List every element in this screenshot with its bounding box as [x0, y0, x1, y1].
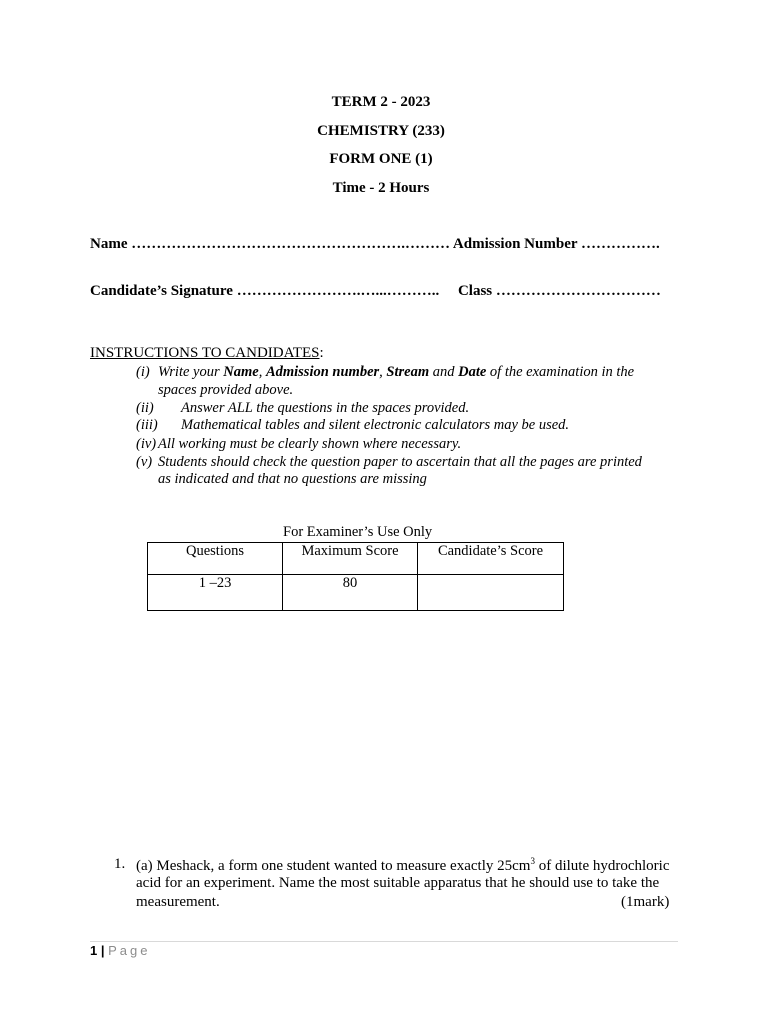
question-text-line-1: (a) Meshack, a form one student wanted to measure exactly $25cm^3$ of dilute hydrochloric: [136, 856, 670, 874]
question-text-line-2: acid for an experiment. Name the most suitable apparatus that he should use to take the: [136, 875, 660, 891]
exam-form: FORM ONE (1): [329, 151, 433, 167]
instruction-text-continued: spaces provided above.: [158, 382, 294, 398]
exam-subject: CHEMISTRY (233): [317, 123, 445, 139]
instruction-number: (iv): [136, 436, 157, 452]
instructions-title: INSTRUCTIONS TO CANDIDATES: [90, 345, 320, 361]
instruction-text: Mathematical tables and silent electronic calculators may be used.: [181, 417, 570, 433]
instruction-number: (ii): [136, 400, 154, 416]
header-maximum-score: Maximum Score: [283, 543, 418, 575]
footer-divider: [90, 941, 678, 942]
instruction-text: Answer ALL the questions in the spaces provided.: [181, 400, 470, 416]
question-number: 1.: [114, 856, 126, 872]
examiner-table-caption: For Examiner’s Use Only: [283, 524, 433, 540]
instruction-number: (v): [136, 454, 153, 470]
examiner-score-table: [147, 542, 564, 611]
footer-separator: |: [97, 943, 109, 958]
instructions-heading: [90, 345, 324, 362]
instruction-number: (i): [136, 364, 150, 380]
page-number: 1: [90, 943, 98, 958]
cell-candidate-score: [418, 575, 564, 611]
page-footer: [90, 943, 150, 958]
page-label: Page: [108, 943, 151, 958]
instruction-text: Students should check the question paper to ascertain that all the pages are printed: [158, 454, 642, 470]
instruction-text-continued: as indicated and that no questions are missing: [158, 471, 427, 487]
instructions-colon: :: [319, 345, 324, 361]
name-admission-line: Name ……………………………………………….……… Admission Number …………….: [90, 236, 660, 252]
instruction-number: (iii): [136, 417, 158, 433]
header-candidate-score: Candidate’s Score: [418, 543, 564, 575]
exam-time: Time - 2 Hours: [332, 180, 430, 196]
signature-class-line: Candidate’s Signature …………………….…...……….. Class ……………………………: [90, 283, 661, 299]
cell-questions: 1 –23: [148, 575, 283, 611]
instruction-text: All working must be clearly shown where necessary.: [158, 436, 462, 452]
instruction-text: Write your Name, Admission number, Stream and Date of the examination in the: [158, 364, 635, 380]
question-text-line-3: measurement.: [136, 894, 220, 910]
exam-term: TERM 2 - 2023: [331, 94, 431, 110]
question-marks: (1mark): [621, 894, 670, 910]
table-row: [148, 575, 564, 611]
table-header-row: [148, 543, 564, 575]
cell-maximum-score: 80: [283, 575, 418, 611]
header-questions: Questions: [148, 543, 283, 575]
